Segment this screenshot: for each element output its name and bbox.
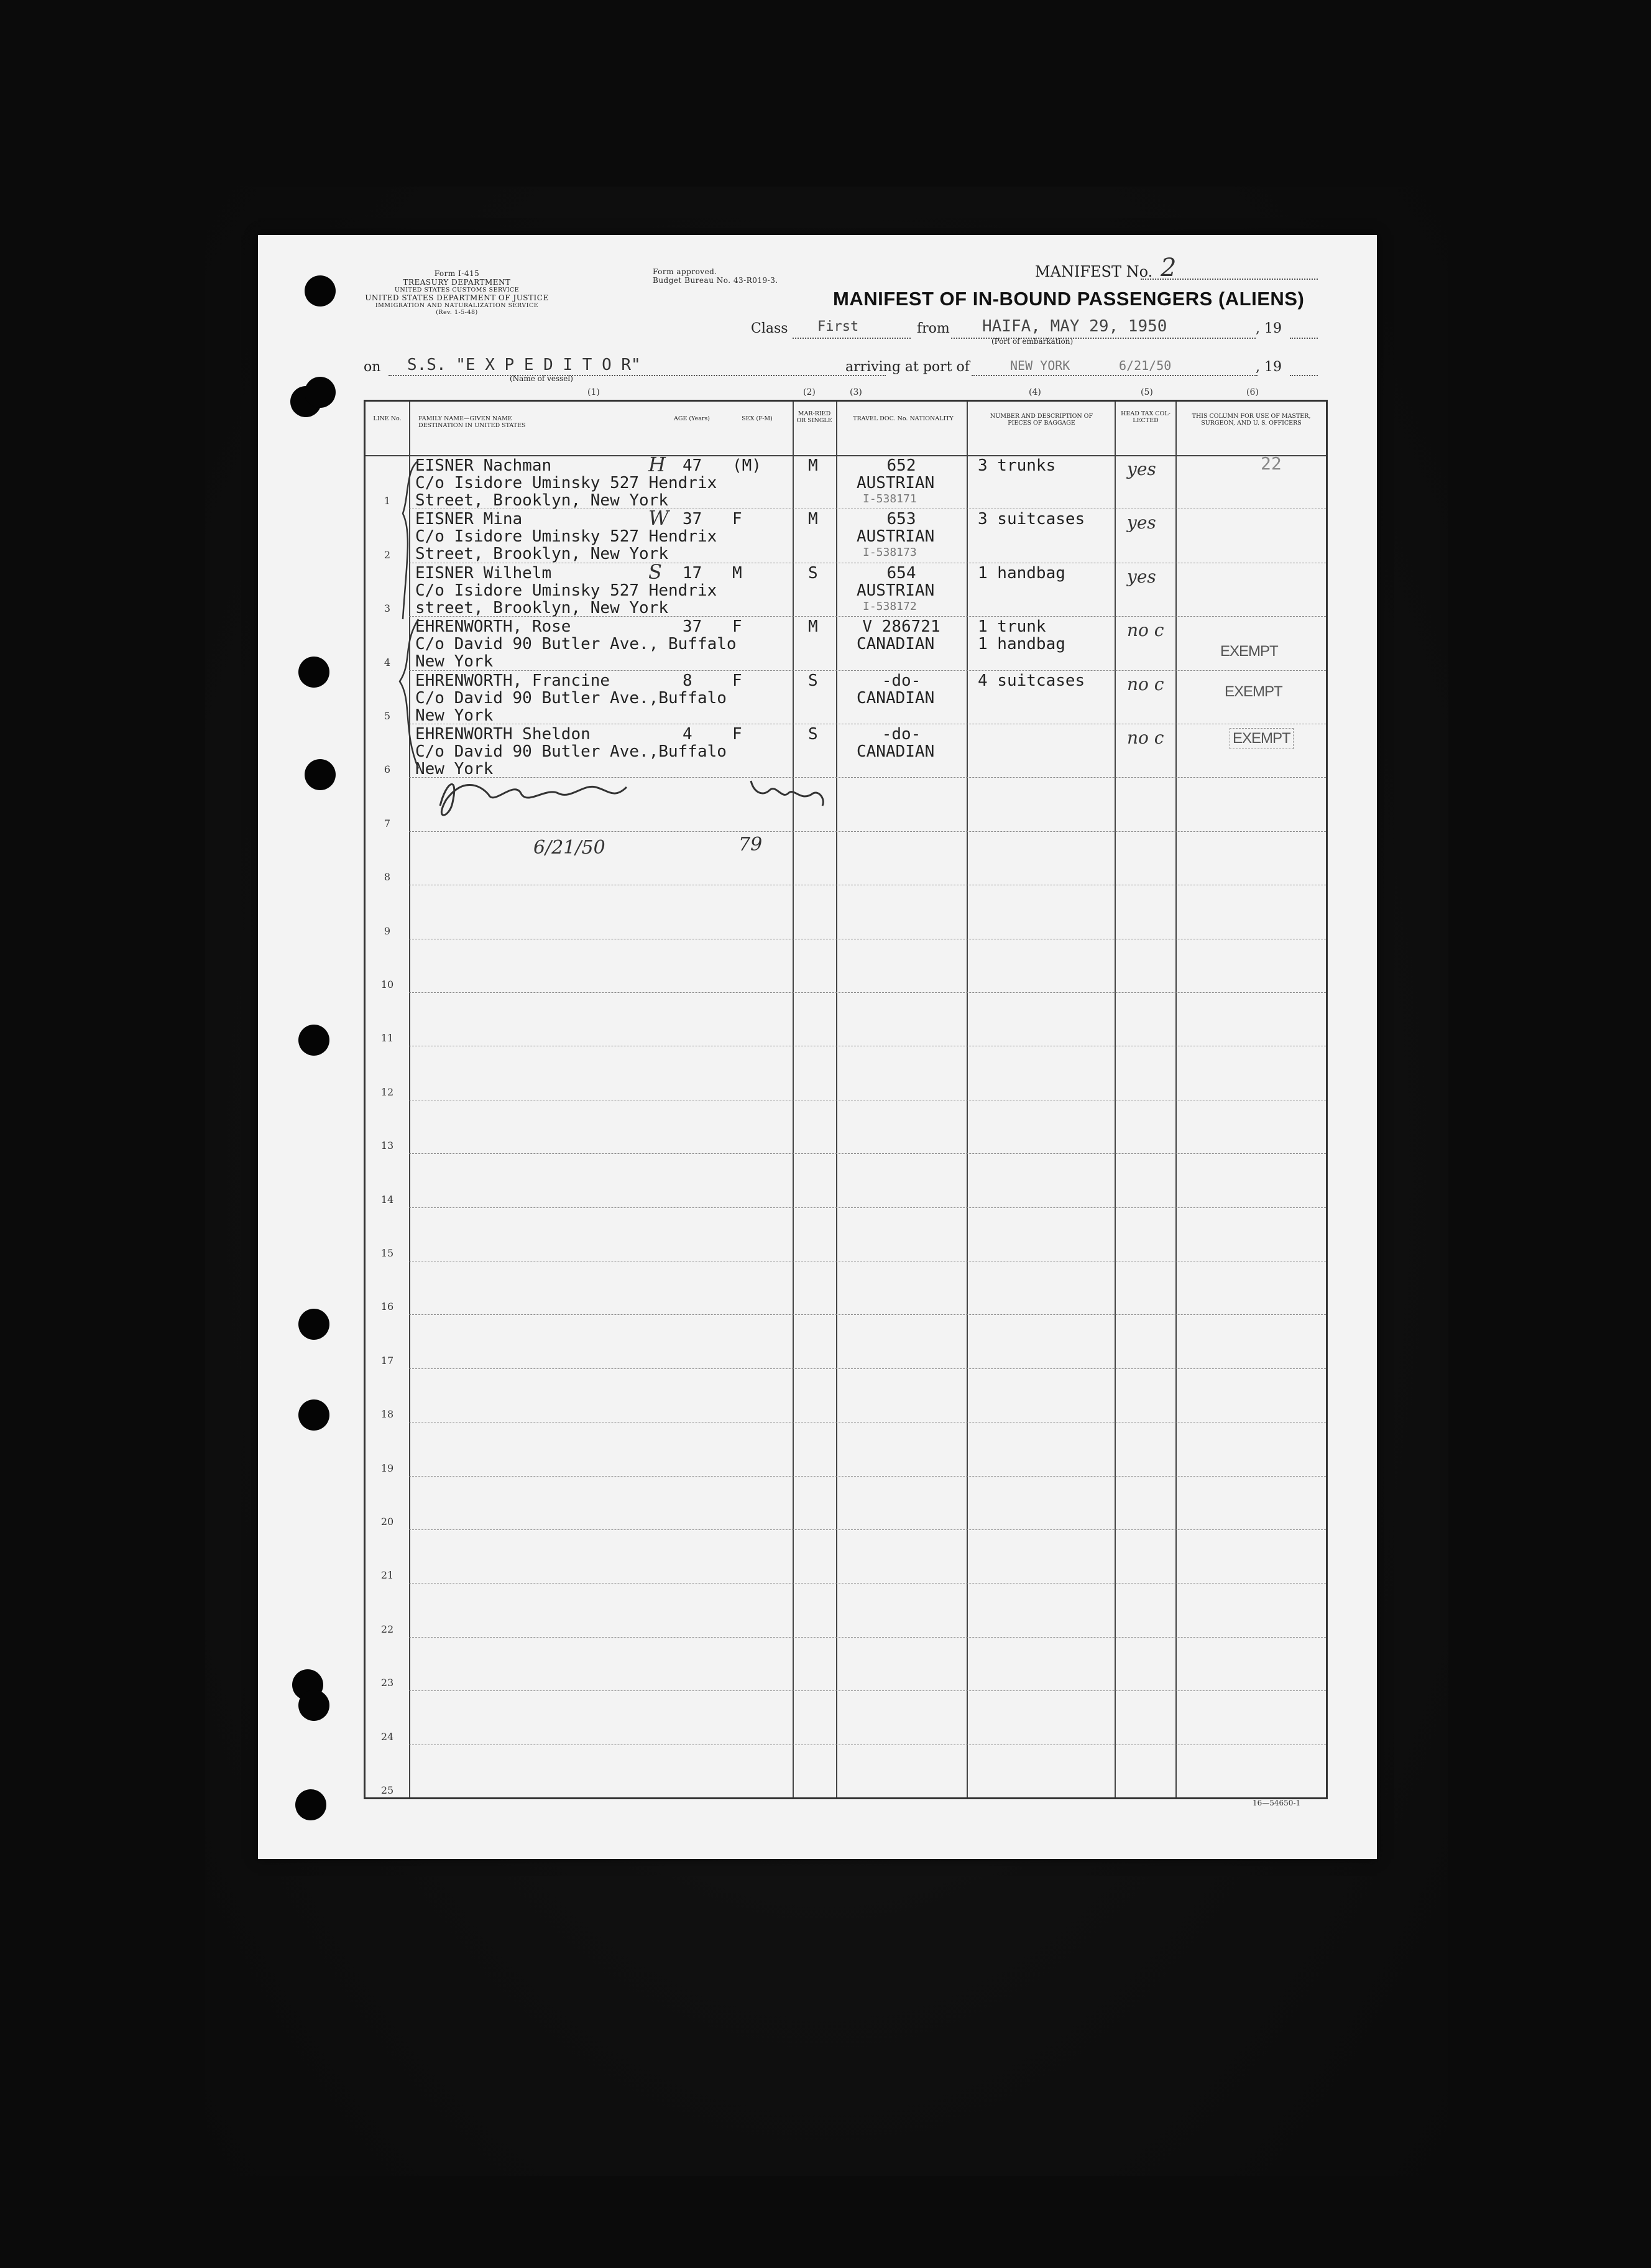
handwritten-number: 79 (738, 834, 763, 855)
nationality: CANADIAN (857, 635, 935, 654)
arrival-port: NEW YORK (1010, 358, 1070, 373)
embarkation-port: HAIFA, MAY 29, 1950 (982, 317, 1167, 336)
nationality: AUSTRIAN (857, 527, 935, 546)
form-approved: Form approved. (653, 267, 717, 276)
year-suffix: , 19 (1256, 321, 1282, 336)
passenger-age: 37 (683, 617, 702, 637)
passenger-name: EISNER Nachman (415, 456, 552, 475)
manifest-number: 2 (1161, 254, 1177, 282)
row-separator (409, 1476, 1326, 1477)
line-number: 21 (380, 1569, 394, 1582)
line-number: 9 (384, 924, 391, 937)
line-number: 3 (384, 602, 391, 615)
baggage: 1 handbag (978, 563, 1065, 583)
header-married: MAR-RIED OR SINGLE (796, 410, 832, 424)
class-label: Class (751, 321, 788, 336)
passenger-sex: F (732, 617, 742, 637)
arriving-label: arriving at port of (845, 359, 970, 375)
exempt-stamp: EXEMPT (1220, 643, 1278, 660)
row-separator (409, 1153, 1326, 1154)
passenger-age: 47 (683, 456, 702, 475)
passenger-age: 4 (683, 725, 692, 744)
line-number: 14 (380, 1193, 394, 1205)
line-number: 15 (380, 1247, 394, 1259)
year-line-2 (1290, 375, 1318, 376)
vessel-caption: (Name of vessel) (510, 374, 573, 383)
passenger-destination-2: Street, Brooklyn, New York (415, 545, 668, 564)
travel-doc-secondary: I-538173 (863, 546, 917, 560)
punch-hole (295, 1789, 326, 1820)
header-line-no: LINE No. (373, 415, 402, 422)
year-suffix-2: , 19 (1256, 359, 1282, 375)
embarkation-caption: (Port of embarkation) (991, 337, 1074, 346)
passenger-name: EHRENWORTH, Rose (415, 617, 571, 637)
line-number: 22 (380, 1623, 394, 1635)
name-mark: S (648, 560, 662, 584)
exempt-stamp: EXEMPT (1230, 728, 1294, 749)
punch-hole (298, 1690, 329, 1721)
passenger-sex: F (732, 671, 742, 690)
marital-status: S (808, 725, 818, 744)
passenger-destination: C/o Isidore Uminsky 527 Hendrix (415, 474, 717, 492)
from-label: from (917, 321, 950, 336)
travel-doc-no: 654 (886, 563, 916, 583)
name-mark: W (648, 506, 669, 530)
passenger-age: 37 (683, 510, 702, 529)
nationality: AUSTRIAN (857, 474, 935, 492)
line-number: 6 (384, 763, 391, 776)
exempt-stamp: EXEMPT (1225, 683, 1282, 700)
vessel-line (389, 375, 886, 376)
passenger-destination-2: New York (415, 652, 494, 671)
class-line (793, 338, 911, 339)
revision-date: (Rev. 1-5-48) (436, 309, 478, 316)
passenger-table (364, 400, 1328, 1799)
form-number: Form I-415 (434, 269, 480, 278)
line-number: 24 (380, 1730, 394, 1743)
line-number: 5 (384, 710, 391, 722)
header-baggage: NUMBER AND DESCRIPTION OF PIECES OF BAGGAGE (990, 413, 1093, 426)
col-num-2: (2) (803, 387, 816, 397)
passenger-destination: C/o Isidore Uminsky 527 Hendrix (415, 581, 717, 600)
line-number: 11 (380, 1032, 394, 1044)
head-tax: yes (1127, 459, 1156, 479)
col-num-3: (3) (850, 387, 862, 397)
passenger-sex: M (732, 563, 742, 583)
header-travel-doc: TRAVEL DOC. No. NATIONALITY (853, 415, 954, 422)
row-separator (409, 1207, 1326, 1208)
row-separator (409, 1637, 1326, 1638)
marital-status: M (808, 456, 818, 475)
baggage-2: 1 handbag (978, 635, 1065, 654)
header-age: AGE (Years) (674, 415, 710, 422)
passenger-age: 17 (683, 563, 702, 583)
manifest-title: MANIFEST OF IN-BOUND PASSENGERS (ALIENS) (833, 288, 1305, 310)
col-num-5: (5) (1141, 387, 1153, 397)
baggage: 4 suitcases (978, 671, 1085, 690)
punch-hole (305, 759, 336, 790)
ins-service: IMMIGRATION AND NATURALIZATION SERVICE (375, 302, 539, 309)
head-tax: no c (1127, 673, 1164, 694)
header-name: FAMILY NAME—GIVEN NAME DESTINATION IN UNITED STATES (418, 415, 526, 429)
passenger-sex: (M) (732, 456, 761, 475)
line-number: 2 (384, 548, 391, 561)
budget-bureau: Budget Bureau No. 43-R019-3. (653, 276, 778, 285)
passenger-name: EISNER Wilhelm (415, 563, 552, 583)
punch-hole (298, 1399, 329, 1431)
class-value: First (817, 319, 859, 334)
travel-doc-no: V 286721 (862, 617, 940, 637)
travel-doc-secondary: I-538172 (863, 599, 917, 613)
row-separator (409, 831, 1326, 832)
passenger-age: 8 (683, 671, 692, 690)
head-tax: no c (1127, 727, 1164, 748)
line-number: 4 (384, 656, 391, 668)
baggage: 3 trunks (978, 456, 1056, 475)
header-sex: SEX (F-M) (742, 415, 773, 422)
port-line (972, 375, 1258, 376)
passenger-destination-2: New York (415, 760, 494, 778)
line-number: 8 (384, 871, 391, 883)
officer-number: 22 (1261, 453, 1282, 474)
form-header-left (364, 269, 550, 316)
line-number: 7 (384, 817, 391, 829)
passenger-name: EHRENWORTH, Francine (415, 671, 610, 690)
manifest-number-label: MANIFEST No. (1035, 263, 1153, 280)
manifest-page (258, 235, 1377, 1859)
line-number: 1 (384, 495, 391, 507)
line-number: 13 (380, 1140, 394, 1152)
passenger-destination: C/o David 90 Butler Ave., Buffalo (415, 635, 737, 654)
line-number: 12 (380, 1086, 394, 1098)
punch-hole (298, 1025, 329, 1056)
punch-hole (305, 377, 336, 408)
head-tax: yes (1127, 512, 1156, 533)
justice-department: UNITED STATES DEPARTMENT OF JUSTICE (365, 293, 549, 302)
passenger-destination: C/o David 90 Butler Ave.,Buffalo (415, 742, 727, 761)
treasury-department: TREASURY DEPARTMENT (403, 278, 511, 287)
nationality: AUSTRIAN (857, 581, 935, 600)
line-number: 20 (380, 1516, 394, 1528)
passenger-name: EHRENWORTH Sheldon (415, 725, 591, 744)
passenger-destination: C/o David 90 Butler Ave.,Buffalo (415, 688, 727, 708)
officer-signature (428, 768, 832, 824)
passenger-destination: C/o Isidore Uminsky 527 Hendrix (415, 527, 717, 546)
line-number: 16 (380, 1301, 394, 1313)
marital-status: S (808, 671, 818, 690)
arrival-date: 6/21/50 (1119, 358, 1172, 373)
line-number: 19 (380, 1462, 394, 1474)
nationality: CANADIAN (857, 742, 935, 761)
row-separator (409, 670, 1326, 671)
vessel-name: S.S. "E X P E D I T O R" (407, 356, 641, 374)
punch-hole (305, 275, 336, 307)
marital-status: S (808, 563, 818, 583)
travel-doc-no: 653 (886, 510, 916, 529)
col-num-1: (1) (587, 387, 600, 397)
marital-status: M (808, 510, 818, 529)
name-mark: H (648, 453, 666, 476)
line-number: 10 (380, 979, 394, 990)
travel-doc-secondary: I-538171 (863, 492, 917, 505)
row-separator (409, 1690, 1326, 1691)
customs-service: UNITED STATES CUSTOMS SERVICE (394, 287, 520, 293)
punch-hole (298, 657, 329, 688)
passenger-destination-2: street, Brooklyn, New York (415, 598, 668, 617)
travel-doc-no: 652 (886, 456, 916, 475)
form-approval (653, 267, 778, 285)
line-number: 17 (380, 1354, 394, 1367)
passenger-destination-2: Street, Brooklyn, New York (415, 491, 668, 510)
marital-status: M (808, 617, 818, 637)
row-separator (409, 1529, 1326, 1530)
handwritten-date: 6/21/50 (533, 837, 605, 859)
baggage: 3 suitcases (978, 510, 1085, 529)
row-separator (409, 1314, 1326, 1315)
family-bracket (390, 458, 428, 781)
passenger-destination-2: New York (415, 706, 494, 725)
head-tax: yes (1127, 566, 1156, 587)
on-label: on (364, 359, 381, 375)
header-head-tax: HEAD TAX COL-LECTED (1121, 410, 1170, 424)
travel-doc-no: -do- (881, 671, 921, 690)
year-line (1290, 338, 1318, 339)
punch-hole (298, 1309, 329, 1340)
col-num-4: (4) (1029, 387, 1041, 397)
header-officers: THIS COLUMN FOR USE OF MASTER, SURGEON, AND U. S. OFFICERS (1192, 413, 1311, 426)
passenger-name: EISNER Mina (415, 510, 523, 529)
row-separator (409, 1368, 1326, 1369)
line-number: 18 (380, 1408, 394, 1421)
passenger-sex: F (732, 725, 742, 744)
travel-doc-no: -do- (881, 725, 921, 744)
col-num-6: (6) (1246, 387, 1259, 397)
passenger-sex: F (732, 510, 742, 529)
line-number: 23 (380, 1677, 394, 1689)
baggage: 1 trunk (978, 617, 1046, 637)
row-separator (409, 992, 1326, 993)
nationality: CANADIAN (857, 688, 935, 708)
head-tax: no c (1127, 620, 1164, 641)
line-number: 25 (380, 1784, 394, 1796)
form-footer-code: 16—54650-1 (1253, 1799, 1301, 1807)
